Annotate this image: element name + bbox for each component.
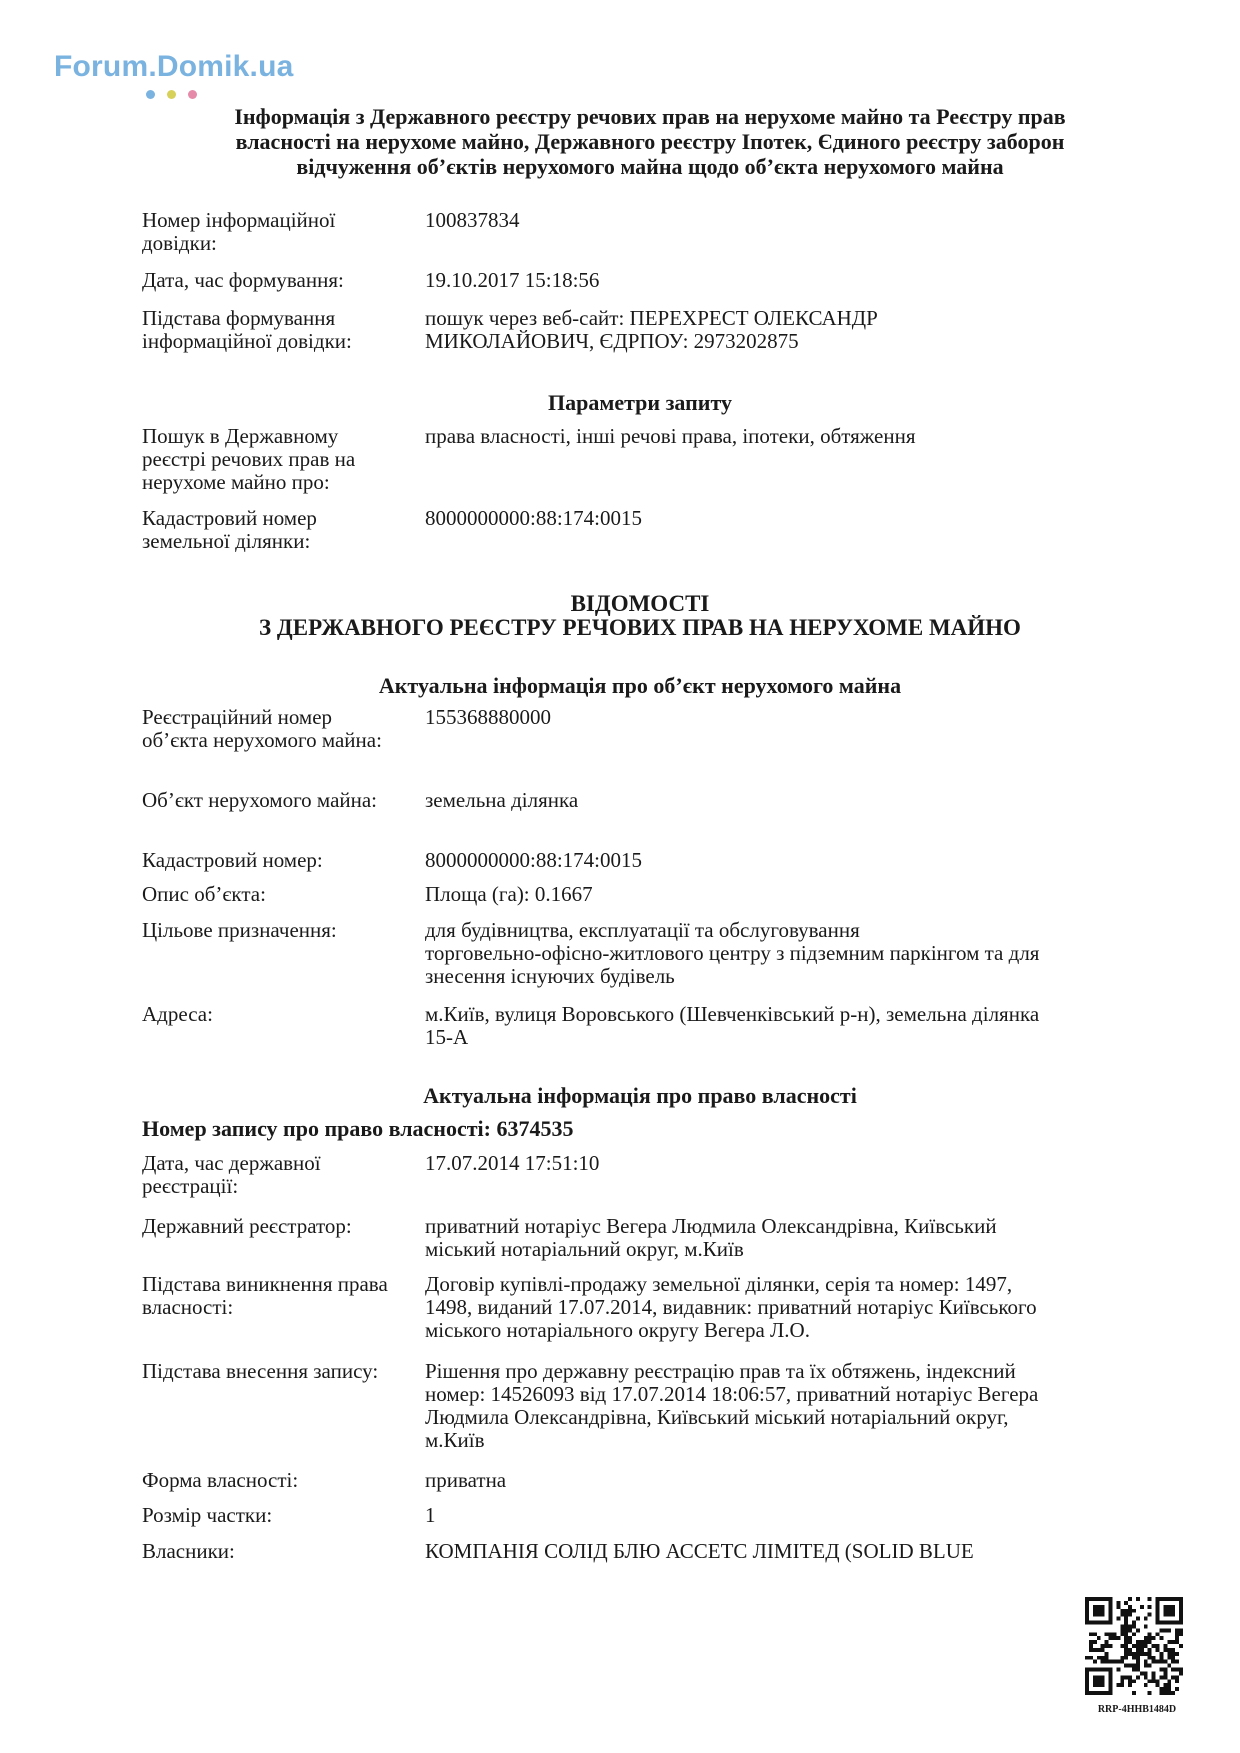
- value-line: м.Київ: [425, 1428, 485, 1452]
- field-value: земельна ділянка: [425, 788, 579, 812]
- field-label: Кадастровий номер земельної ділянки:: [142, 506, 317, 553]
- field-label: Підстава виникнення права власності:: [142, 1272, 388, 1319]
- query-params-heading: Параметри запиту: [547, 390, 732, 415]
- value-line: 1498, виданий 17.07.2014, видавник: приватний нотаріус Київського: [425, 1295, 1037, 1319]
- value-line: міського нотаріального округу Вегера Л.О.: [425, 1318, 810, 1342]
- registry-heading-line: ВІДОМОСТІ: [570, 591, 710, 616]
- field-label: Дата, час державної реєстрації:: [142, 1151, 321, 1198]
- value-line: торговельно-офісно-житлового центру з підземним паркінгом та для: [425, 941, 1040, 965]
- value-line: м.Київ, вулиця Воровського (Шевченківський р-н), земельна ділянка: [425, 1002, 1040, 1026]
- field-value: 1: [425, 1503, 436, 1527]
- field-value: Площа (га): 0.1667: [425, 882, 593, 906]
- value-line: номер: 14526093 від 17.07.2014 18:06:57, приватний нотаріус Вегера: [425, 1382, 1039, 1406]
- object-info-heading: Актуальна інформація про об’єкт нерухомого майна: [378, 673, 902, 698]
- value-line: приватний нотаріус Вегера Людмила Олександрівна, Київський: [425, 1214, 997, 1238]
- field-value: приватна: [425, 1468, 507, 1492]
- registry-heading: [130, 592, 1150, 640]
- value-line: знесення існуючих будівель: [425, 964, 675, 988]
- field-label: Власники:: [142, 1539, 235, 1563]
- field-label: Номер інформаційної довідки:: [142, 208, 336, 255]
- title-line: відчуження об’єктів нерухомого майна щодо об’єкта нерухомого майна: [296, 154, 1004, 179]
- value-line: для будівництва, експлуатації та обслуговування: [425, 918, 860, 942]
- value-line: міський нотаріальний округ, м.Київ: [425, 1237, 744, 1261]
- field-label: Підстава формування інформаційної довідки:: [142, 306, 352, 353]
- title-line: власності на нерухоме майно, Державного реєстру Іпотек, Єдиного реєстру заборон: [235, 129, 1065, 154]
- field-label: Кадастровий номер:: [142, 848, 323, 872]
- field-value: 155368880000: [425, 705, 551, 729]
- value-line: МИКОЛАЙОВИЧ, ЄДРПОУ: 2973202875: [425, 329, 799, 353]
- field-label: Дата, час формування:: [142, 268, 344, 292]
- field-label: Об’єкт нерухомого майна:: [142, 788, 378, 812]
- watermark-dots: [146, 86, 294, 98]
- ownership-info-heading: Актуальна інформація про право власності: [423, 1083, 857, 1108]
- watermark-dot: [188, 90, 197, 99]
- field-label: Цільове призначення:: [142, 918, 337, 942]
- value-line: Людмила Олександрівна, Київський міський нотаріальний округ,: [425, 1405, 1009, 1429]
- field-value: 8000000000:88:174:0015: [425, 506, 643, 530]
- field-label: Підстава внесення запису:: [142, 1359, 379, 1383]
- field-value: [425, 1360, 1240, 1452]
- value-line: Рішення про державну реєстрацію прав та їх обтяжень, індексний: [425, 1359, 1016, 1383]
- field-value: КОМПАНІЯ СОЛІД БЛЮ АССЕТС ЛІМІТЕД (SOLID BLUE: [425, 1539, 974, 1563]
- field-label: Пошук в Державному реєстрі речових прав на нерухоме майно про:: [142, 424, 356, 494]
- title-line: Інформація з Державного реєстру речових прав на нерухоме майно та Реєстру прав: [234, 104, 1066, 129]
- value-line: пошук через веб-сайт: ПЕРЕХРЕСТ ОЛЕКСАНДР: [425, 306, 878, 330]
- field-value: 19.10.2017 15:18:56: [425, 268, 600, 292]
- qr-code-id: RRP-4HHB1484D: [1097, 1704, 1177, 1715]
- field-label: Форма власності:: [142, 1468, 299, 1492]
- ownership-record-number: Номер запису про право власності: 6374535: [142, 1116, 574, 1141]
- field-value: [425, 307, 1240, 353]
- document-title: [165, 104, 1135, 179]
- field-value: 17.07.2014 17:51:10: [425, 1151, 600, 1175]
- field-value: [425, 919, 1240, 988]
- field-value: [425, 1003, 1240, 1049]
- field-label: Реєстраційний номер об’єкта нерухомого майна:: [142, 705, 382, 752]
- value-line: Договір купівлі-продажу земельної ділянки, серія та номер: 1497,: [425, 1272, 1013, 1296]
- field-label: Розмір частки:: [142, 1503, 273, 1527]
- field-value: [425, 1215, 1240, 1261]
- field-value: права власності, інші речові права, іпотеки, обтяження: [425, 424, 916, 448]
- field-value: 8000000000:88:174:0015: [425, 848, 643, 872]
- field-value: 100837834: [425, 208, 520, 232]
- field-label: Державний реєстратор:: [142, 1214, 352, 1238]
- field-label: Опис об’єкта:: [142, 882, 266, 906]
- field-value: [425, 1273, 1240, 1342]
- field-label: Адреса:: [142, 1002, 213, 1026]
- value-line: 15-А: [425, 1025, 469, 1049]
- registry-heading-line: З ДЕРЖАВНОГО РЕЄСТРУ РЕЧОВИХ ПРАВ НА НЕРУХОМЕ МАЙНО: [259, 615, 1021, 640]
- watermark-dot: [167, 90, 176, 99]
- watermark-text: Forum.Domik.ua: [54, 50, 294, 83]
- watermark-logo: [54, 50, 294, 98]
- watermark-dot: [146, 90, 155, 99]
- qr-code-icon: [1085, 1597, 1183, 1695]
